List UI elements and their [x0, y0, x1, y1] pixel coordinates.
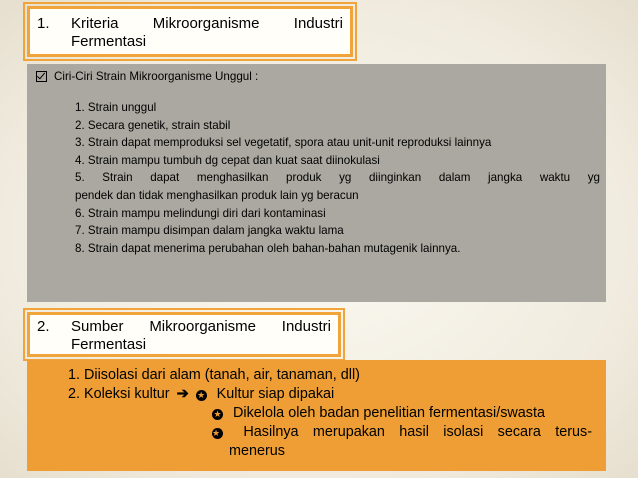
source-sub-item-3-continuation: menerus [229, 443, 285, 459]
section2-title-word: Industri [281, 318, 331, 335]
section2-title-word: Sumber [71, 318, 124, 335]
section1-title-word: Mikroorganisme [152, 15, 260, 32]
checkbox-checked-icon [36, 71, 47, 82]
criteria-item: 2. Secara genetik, strain stabil [75, 118, 231, 132]
source-sub-item-3 [212, 423, 592, 442]
source-sub-item: Dikelola oleh badan penelitian fermentasi/swasta [233, 405, 545, 421]
section1-number: 1. [37, 15, 50, 32]
star-bullet-icon: ★ [197, 390, 206, 400]
section2-title-box [27, 312, 341, 357]
section1-title-line1 [71, 15, 343, 33]
criteria-list [75, 99, 600, 257]
star-bullet-icon: ★ [212, 428, 223, 439]
source-sub-item-2 [212, 404, 592, 423]
arrow-right-icon: ➔ [176, 386, 189, 402]
section2-title-line2: Fermentasi [71, 336, 147, 353]
source-item-2 [68, 385, 334, 404]
panel-heading-text: Ciri-Ciri Strain Mikroorganisme Unggul : [54, 70, 259, 83]
section2-number: 2. [37, 318, 50, 335]
criteria-item: 5. Strain dapat menghasilkan produk yg diinginkan dalam jangka waktu yg [75, 171, 600, 185]
source-item-2-label: 2. Koleksi kultur [68, 386, 170, 402]
sources-panel [27, 360, 606, 471]
criteria-item-continuation: pendek dan tidak menghasilkan produk lain yg beracun [75, 188, 359, 202]
source-sub-item: Kultur siap dipakai [216, 386, 335, 402]
section1-title-word: Industri [293, 15, 343, 32]
section1-title-word: Kriteria [71, 15, 119, 32]
criteria-item: 6. Strain mampu melindungi diri dari kontaminasi [75, 206, 326, 220]
section1-title-line2: Fermentasi [71, 33, 147, 50]
criteria-item: 1. Strain unggul [75, 101, 157, 114]
section1-title-box [27, 6, 353, 57]
criteria-item: 7. Strain mampu disimpan dalam jangka waktu lama [75, 224, 344, 238]
panel-heading [36, 68, 258, 86]
criteria-item: 8. Strain dapat menerima perubahan oleh bahan-bahan mutagenik lainnya. [75, 241, 461, 255]
source-sub-item: Hasilnya merupakan hasil isolasi secara terus- [243, 424, 592, 440]
section2-title-word: Mikroorganisme [149, 318, 257, 335]
section2-title-line1 [71, 318, 331, 336]
criteria-panel [27, 64, 606, 302]
star-bullet-icon: ★ [213, 409, 222, 419]
criteria-item: 3. Strain dapat memproduksi sel vegetatif, spora atau unit-unit reproduksi lainnya [75, 136, 492, 150]
source-item-1: 1. Diisolasi dari alam (tanah, air, tanaman, dll) [68, 367, 360, 383]
criteria-item: 4. Strain mampu tumbuh dg cepat dan kuat saat diinokulasi [75, 153, 380, 167]
